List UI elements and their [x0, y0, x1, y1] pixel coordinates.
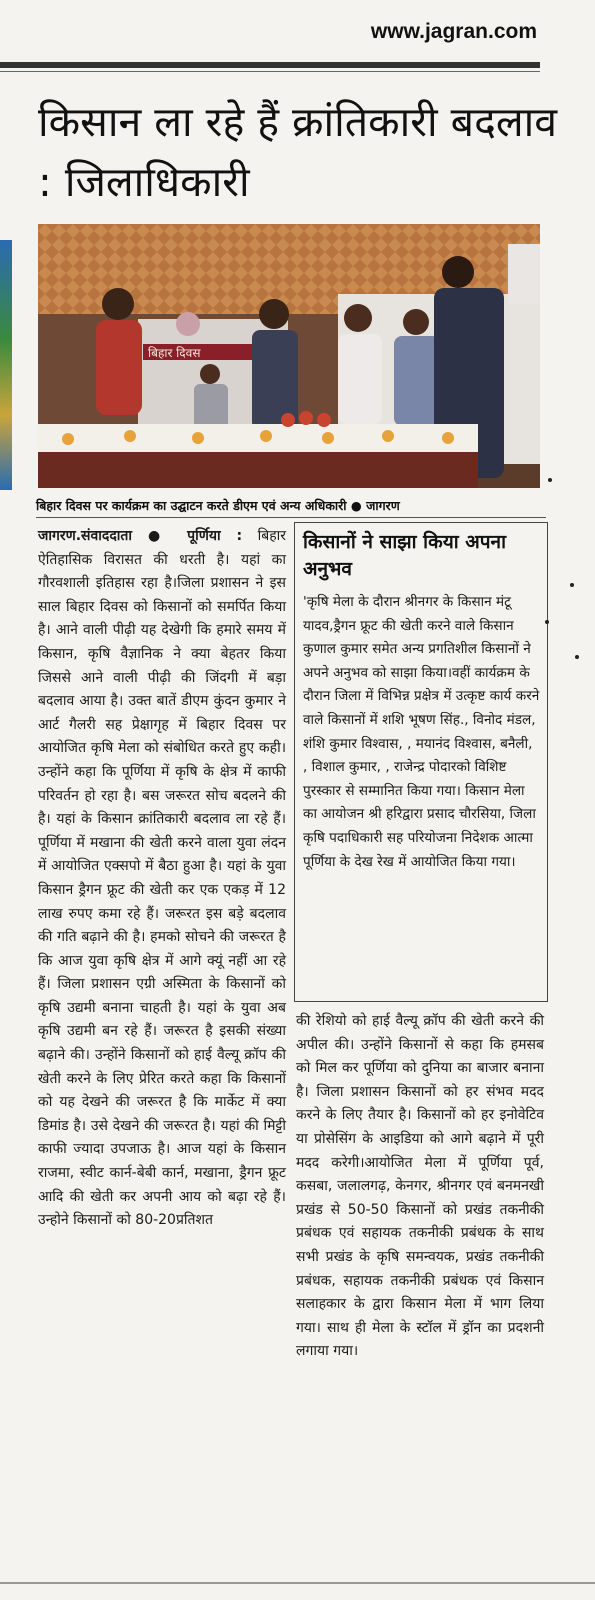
page-bottom-rule	[0, 1582, 595, 1584]
sidebar-box-text: 'कृषि मेला के दौरान श्रीनगर के किसान मंटू यादव,ड्रैगन फ्रूट की खेती करने वाले किसान कुणाल कुमार समेत अन्य प्रगतिशील किसानों ने अपने अनुभव को साझा किया।वहीं कार्यक्रम के दौरान जिला में विभिन्न प्रक्षेत्र में उत्कृष्ट कार्य करने वाले किसानों में शशि भूषण सिंह., विनोद मंडल, शंशि कुमार विश्वास, , मयानंद विश्वास, बनैली, , विशाल कुमार, , राजेन्द्र पोदारको विशिष्ट पुरस्कार से सम्मानित किया गया। किसान मेला का आयोजन श्री हरिद्वारा प्रसाद चौरसिया, जिला कृषि पदाधिकारी सह परियोजना निदेशक आत्मा पूर्णिया के देख रेख में आयोजित किया गया।	[303, 594, 540, 870]
margin-dot	[570, 583, 574, 587]
photo-banner-text: बिहार दिवस	[148, 346, 201, 360]
adjacent-photo-edge	[0, 240, 12, 490]
caption-rule	[36, 517, 546, 518]
masthead-thin-rule	[0, 71, 540, 72]
masthead-rule	[0, 62, 540, 68]
event-photo	[38, 224, 540, 488]
margin-dot	[548, 478, 552, 482]
margin-dot	[575, 655, 579, 659]
article-body-left: बिहार ऐतिहासिक विरासत की धरती है। यहां का गौरवशाली इतिहास रहा है।जिला प्रशासन ने इस साल बिहार दिवस को किसानों को समर्पित किया है। आने वाली पीढ़ी यह देखेगी कि हमारे समय में किसान, कृषि वैज्ञानिक ने क्या बेहतर किया जिससे आने वाली पीढ़ी की जिंदगी में बड़ा बदलाव आया है। उक्त बातें डीएम कुंदन कुमार ने आर्ट गैलरी सह प्रेक्षागृह में बिहार दिवस पर आयोजित कृषि मेला को संबोधित करते हुए कही। उन्होंने कहा कि पूर्णिया में कृषि के क्षेत्र में काफी परिवर्तन हो रहा है। बस जरूरत सोच बदलने की है। यहां के किसान क्रांतिकारी बदलाव ला रहे हैं। पूर्णिया में मखाना की खेती करने वाला युवा लंदन में आयोजित एक्सपो में बैठा हुआ है। यहां के युवा किसान ड्रैगन फ्रूट की खेती कर एक एकड़ में 12 लाख रुपए कमा रहे हैं। जरूरत इस बड़े बदलाव की गति बढ़ाने की है। हमको सोचने की जरूरत है कि आज युवा कृषि क्षेत्र में आगे क्यूं नहीं आ रहे हैं। जिला प्रशासन एग्री अस्मिता के किसानों को कृषि उद्यमी बनाना चाहती है। यहां के युवा अब कृषि उद्यमी बन रहे हैं। जरूरत है इसकी संख्या बढ़ाने की। उन्होंने किसानों को हाई वैल्यू क्रॉप की खेती करने के लिए प्रेरित करते कहा कि किसानों को यह देखने की जरूरत है कि मार्केट में क्या डिमांड है। उसे देखने की जरूरत है। यहां की मिट्टी काफी ज्यादा उपजाऊ है। आज यहां के किसान राजमा, स्वीट कार्न-बेबी कार्न, मखाना, ड्रैगन फ्रूट आदि की खेती कर अपनी आय को बढ़ा रहे हैं। उन्होने किसानों को 80-20प्रतिशत	[38, 528, 286, 1229]
headline: किसान ला रहे हैं क्रांतिकारी बदलाव : जिलाधिकारी	[38, 98, 558, 206]
margin-dot	[545, 620, 549, 624]
sidebar-box-title: किसानों ने साझा किया अपना अनुभव	[303, 531, 507, 580]
sidebar-box	[294, 522, 548, 1002]
article-right-column: की रेशियो को हाई वैल्यू क्रॉप की खेती करने की अपील की। उन्होंने किसानों से कहा कि हमसब को मिल कर पूर्णिया को दुनिया का बाजार बनाना है। जिला प्रशासन किसानों को हर संभव मदद करने के लिए तैयार है। किसानों को हर इनोवेटिव या प्रोसेसिंग के आइडिया को आगे बढ़ाने में पूरी मदद करेगी।आयोजित मेला में पूर्णिया पूर्व, कसबा, जलालगढ़, केनगर, श्रीनगर एवं बनमनखी प्रखंड से 50-50 किसानों को प्रखंड तकनीकी प्रबंधक एवं सहायक तकनीकी प्रबंधक के साथ सभी प्रखंड के कृषि समन्वयक, प्रखंड तकनीकी प्रबंधक, सहायक तकनीकी प्रबंधक एवं किसान सलाहकार के द्वारा किसान मेला में भाग लिया गया। साथ ही मेला के स्टॉल में ड्रॉन का प्रदशनी लगाया गया।	[296, 1013, 544, 1360]
site-url: www.jagran.com	[370, 20, 537, 43]
article-left-column	[38, 525, 286, 1233]
photo-caption: बिहार दिवस पर कार्यक्रम का उद्घाटन करते डीएम एवं अन्य अधिकारी ● जागरण	[36, 498, 400, 513]
byline: जागरण.संवाददाता ● पूर्णिया :	[38, 528, 243, 544]
